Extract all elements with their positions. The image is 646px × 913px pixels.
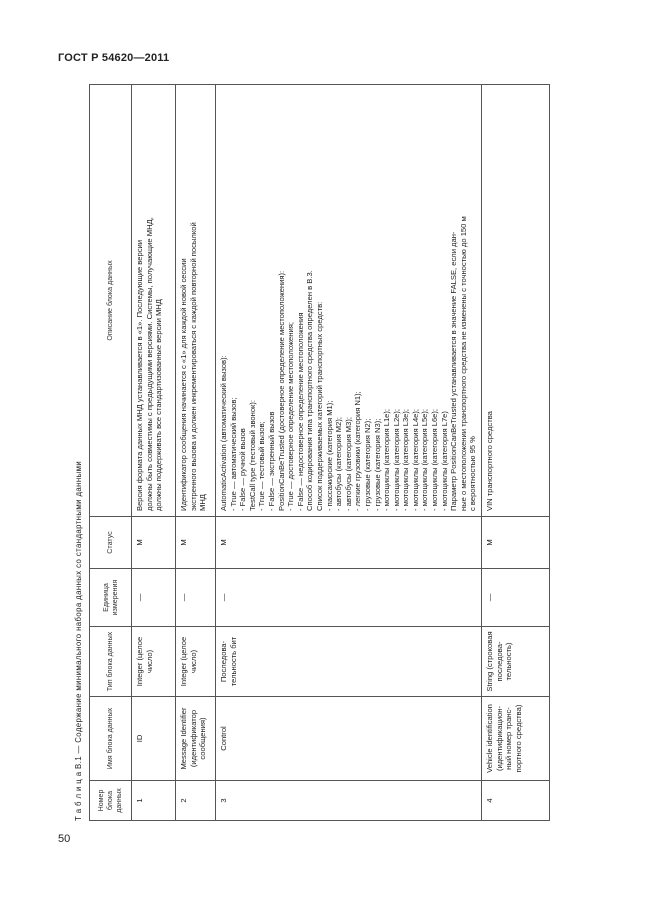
table-caption: Т а б л и ц а В.1 — Содержание минимального набора данных со стандартными данными bbox=[74, 460, 83, 821]
desc-line: - легкие грузовики (категория N1); bbox=[353, 391, 363, 511]
desc-line: Список поддерживаемых категорий транспортных средств: bbox=[314, 301, 324, 511]
desc-line: - True — автоматический вызов; bbox=[228, 397, 238, 511]
column-header: Номер блока данных bbox=[90, 781, 132, 821]
cell-unit: — bbox=[216, 569, 482, 627]
cell-type: Integer (целое число) bbox=[176, 627, 216, 697]
cell-num: 3 bbox=[216, 781, 482, 821]
desc-line: - True — достоверное определение местоположения; bbox=[286, 322, 296, 511]
desc-line: - False — экстренный вызов bbox=[266, 411, 276, 511]
cell-type: Последова- тельность бит bbox=[216, 627, 482, 697]
desc-line: - мотоциклы (категория L3e); bbox=[401, 408, 411, 511]
cell-status: M bbox=[132, 517, 176, 569]
column-header: Имя блока данных bbox=[90, 697, 132, 781]
column-header: Единица измерения bbox=[90, 569, 132, 627]
table-row bbox=[176, 85, 216, 821]
table-row bbox=[216, 85, 482, 821]
column-header: Статус bbox=[90, 517, 132, 569]
desc-line: - автобусы (категория M3); bbox=[343, 417, 353, 511]
desc-line: - автобусы (категория M2); bbox=[334, 417, 344, 511]
cell-status: M bbox=[482, 517, 550, 569]
desc-line: VIN транспортного средства bbox=[485, 411, 495, 511]
desc-line: должны быть совместимы с предыдущими версиями. Системы, получающие МНД, bbox=[144, 217, 154, 511]
cell-unit: — bbox=[482, 569, 550, 627]
desc-line: Параметр PositionCanBeTrusted устанавливается в значение FALSE, если дан- bbox=[449, 231, 459, 511]
cell-desc bbox=[176, 85, 216, 517]
desc-line: - мотоциклы (категория L1e); bbox=[382, 408, 392, 511]
desc-line: - грузовые (категория N2); bbox=[362, 418, 372, 511]
cell-unit: — bbox=[176, 569, 216, 627]
desc-line: Идентификатор сообщения начинается с «1» для каждой новой сессии bbox=[179, 258, 188, 511]
desc-line: должны поддерживать все стандартизованные версии МНД bbox=[154, 299, 164, 511]
desc-line: экстренного вызова и должен инкрементироваться с каждой повторной посылкой bbox=[188, 222, 198, 511]
desc-line: - мотоциклы (категория L4e); bbox=[410, 408, 420, 511]
desc-line: - грузовые (категория N3); bbox=[372, 418, 382, 511]
cell-num: 1 bbox=[132, 781, 176, 821]
desc-line: ные о местоположении транспортного средства не изменены с точностью до 150 м bbox=[458, 216, 468, 511]
desc-line: - мотоциклы (категория L2e); bbox=[391, 408, 401, 511]
cell-name: Message Identifier (идентификатор сообщения) bbox=[176, 697, 216, 781]
cell-status: M bbox=[216, 517, 482, 569]
cell-name: Control bbox=[216, 697, 482, 781]
desc-line: с вероятностью 95 % bbox=[468, 436, 478, 511]
data-table bbox=[89, 84, 550, 821]
desc-line: TestCall type (тестовый звонок): bbox=[247, 399, 257, 511]
desc-line: - False — недостоверное определение местоположения bbox=[295, 312, 305, 511]
cell-status: M bbox=[176, 517, 216, 569]
desc-line: Способ кодирования типа транспортного средства определен в В.3. bbox=[305, 270, 315, 511]
desc-line: - мотоциклы (категория L6e); bbox=[430, 408, 440, 511]
cell-name: Vehicle identification (идентификацион- ный номер транс- портного средства) bbox=[482, 697, 550, 781]
desc-line: PositionCanBeTrusted (достоверное определение местоположения): bbox=[276, 270, 286, 511]
rotated-table-block bbox=[72, 85, 600, 825]
cell-unit: — bbox=[132, 569, 176, 627]
desc-line: - False — ручной вызов bbox=[238, 428, 248, 511]
document-header: ГОСТ Р 54620—2011 bbox=[58, 52, 170, 64]
column-header: Описание блока данных bbox=[90, 85, 132, 517]
cell-desc bbox=[132, 85, 176, 517]
page-number: 50 bbox=[58, 833, 71, 845]
cell-desc bbox=[482, 85, 550, 517]
cell-num: 4 bbox=[482, 781, 550, 821]
cell-type: String (строковая последова- тельность) bbox=[482, 627, 550, 697]
desc-line: МНД bbox=[198, 494, 208, 511]
desc-line: - мотоциклы (категория L7e) bbox=[439, 411, 449, 511]
cell-num: 2 bbox=[176, 781, 216, 821]
table-header-row bbox=[90, 85, 132, 821]
desc-line: - True — тестовый вызов; bbox=[257, 421, 267, 511]
cell-desc bbox=[216, 85, 482, 517]
desc-line: - пассажирские (категория M1); bbox=[324, 400, 334, 511]
desc-line: AutomaticActivation (автоматический вызов): bbox=[219, 355, 228, 511]
cell-name: ID bbox=[132, 697, 176, 781]
cell-type: Integer (целое число) bbox=[132, 627, 176, 697]
table-row bbox=[132, 85, 176, 821]
desc-line: Версия формата данных МНД устанавливается в «1». Последующие версии bbox=[135, 240, 144, 511]
table-row bbox=[482, 85, 550, 821]
desc-line: - мотоциклы (категория L5e); bbox=[420, 408, 430, 511]
column-header: Тип блока данных bbox=[90, 627, 132, 697]
